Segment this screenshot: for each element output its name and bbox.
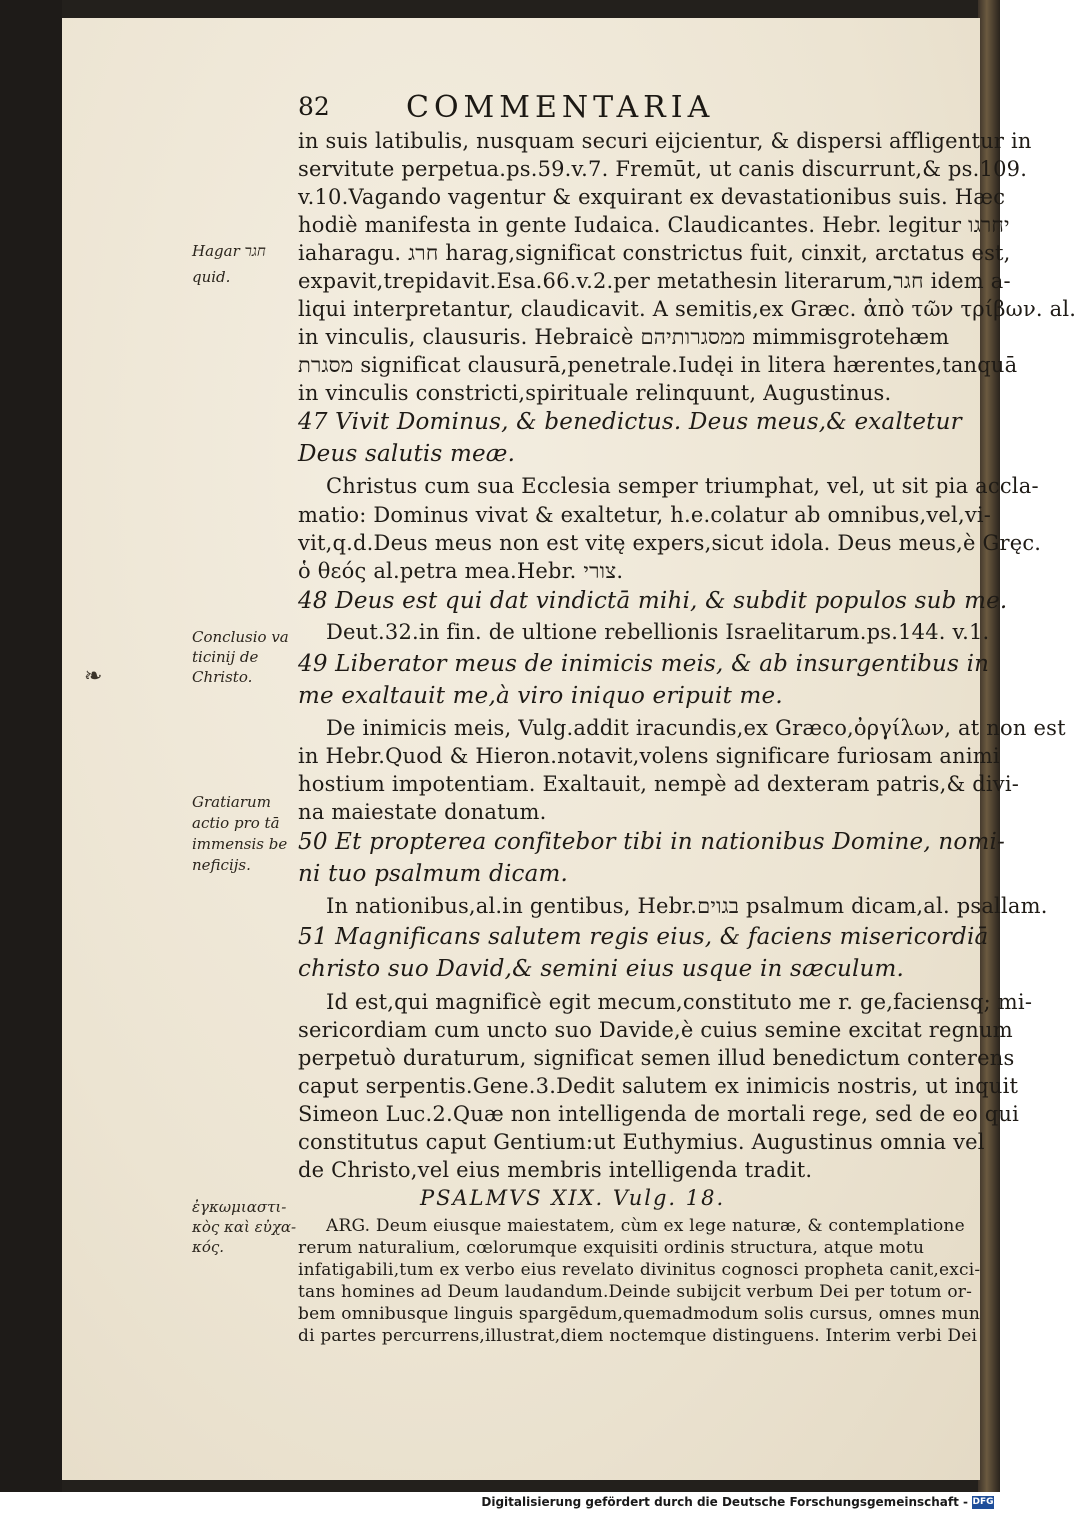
margin-note: ticinij de [192,648,259,666]
binding-shadow [0,0,62,1492]
text-line: Deut.32.in fin. de ultione rebellionis Israelitarum.ps.144. v.1. [326,620,990,644]
text-line: In nationibus,al.in gentibus, Hebr.בגוים psalmum dicam,al. psallam. [326,894,1048,918]
text-line: in vinculis constricti,spirituale relinquunt, Augustinus. [298,381,892,405]
verse-line: me exaltauit me,à viro iniquo eripuit me. [298,683,783,709]
text-line: in suis latibulis, nusquam securi eijcientur, & dispersi affligentur in [298,129,1032,153]
text-line: constitutus caput Gentium:ut Euthymius. Augustinus omnia vel [298,1130,985,1154]
text-line: hodiè manifesta in gente Iudaica. Claudicantes. Hebr. legitur יחרגו [298,213,1010,237]
margin-note: Gratiarum [192,793,271,811]
text-line: vit,q.d.Deus meus non est vitę expers,sicut idola. Deus meus,è Gręc. [298,531,1042,555]
fleuron-ornament: ❧ [84,664,103,689]
text-line: servitute perpetua.ps.59.v.7. Fremūt, ut canis discurrunt,& ps.109. [298,157,1028,181]
text-line: in vinculis, clausuris. Hebraicè ממסגרותיהם mimmisgrotehæm [298,325,950,349]
verse-line: 48 Deus est qui dat vindictā mihi, & subdit populos sub me. [298,588,1008,614]
text-line: matio: Dominus vivat & exaltetur, h.e.colatur ab omnibus,vel,vi- [298,503,992,527]
funding-credit: Digitalisierung gefördert durch die Deutsche Forschungsgemeinschaft - [481,1495,968,1509]
argument-line: bem omnibusque linguis spargēdum,quemadmodum solis cursus, omnes mun [298,1304,981,1324]
margin-note: Conclusio va [192,628,289,646]
verse-line: 49 Liberator meus de inimicis meis, & ab insurgentibus in [298,651,990,677]
margin-note: κὸς καὶ εὐχα- [192,1218,297,1236]
text-line: expavit,trepidavit.Esa.66.v.2.per metathesin literarum,חגר idem a- [298,269,1011,293]
text-line: Simeon Luc.2.Quæ non intelligenda de mortali rege, sed de eo qui [298,1102,1020,1126]
psalm-heading: PSALMVS XIX. Vulg. 18. [420,1186,726,1210]
text-line: na maiestate donatum. [298,800,547,824]
verse-line: christo suo David,& semini eius usque in sæculum. [298,956,905,982]
margin-note: neficijs. [192,856,251,874]
verse-line: 47 Vivit Dominus, & benedictus. Deus meus,& exaltetur [298,409,962,435]
argument-line: infatigabili,tum ex verbo eius revelato divinitus cognosci propheta canit,exci- [298,1260,981,1280]
text-line: perpetuò duraturum, significat semen illud benedictum conterens [298,1046,1015,1070]
margin-note: κός. [192,1238,225,1256]
running-head: COMMENTARIA [406,90,715,125]
argument-line: di partes percurrens,illustrat,diem noctemque distinguens. Interim verbi Dei [298,1326,978,1346]
argument-line: tans homines ad Deum laudandum.Deinde subijcit verbum Dei per totum or- [298,1282,973,1302]
text-line: v.10.Vagando vagentur & exquirant ex devastationibus suis. Hæc [298,185,1006,209]
margin-note: immensis be [192,835,288,853]
margin-note: actio pro tā [192,814,280,832]
margin-note: Christo. [192,668,253,686]
text-line: De inimicis meis, Vulg.addit iracundis,ex Græco,ὀργίλων, at non est [326,716,1066,740]
margin-note: ἐγκωμιαστι- [192,1198,287,1216]
footer-bar [0,1492,1000,1514]
dfg-logo[interactable]: DFG [972,1497,994,1507]
verse-line: ni tuo psalmum dicam. [298,861,569,887]
text-line: de Christo,vel eius membris intelligenda tradit. [298,1158,813,1182]
text-line: hostium impotentiam. Exaltauit, nempè ad dexteram patris,& divi- [298,772,1020,796]
margin-note: Hagar חגר [192,242,266,260]
margin-note: quid. [192,268,231,286]
text-line: Id est,qui magnificè egit mecum,constituto me r. ge,faciensq; mi- [326,990,1033,1014]
verse-line: Deus salutis meæ. [298,441,516,467]
argument-line: ARG. Deum eiusque maiestatem, cùm ex lege naturæ, & contemplatione [326,1216,965,1236]
text-line: in Hebr.Quod & Hieron.notavit,volens significare furiosam animi [298,744,1000,768]
page-number: 82 [298,92,330,121]
text-line: caput serpentis.Gene.3.Dedit salutem ex inimicis nostris, ut inquit [298,1074,1019,1098]
page-header [298,92,958,124]
text-line: Christus cum sua Ecclesia semper triumphat, vel, ut sit pia accla- [326,474,1039,498]
verse-line: 50 Et propterea confitebor tibi in nationibus Domine, nomi- [298,829,1005,855]
text-line: iaharagu. חרג harag,significat constrictus fuit, cinxit, arctatus est, [298,241,1011,265]
text-line: מסגרת significat clausurā,penetrale.Iudęi in litera hærentes,tanquā [298,353,1018,377]
text-line: ὁ θεός al.petra mea.Hebr. צורי. [298,559,624,583]
text-line: liqui interpretantur, claudicavit. A semitis,ex Græc. ἀπὸ τῶν τρίβων. al. [298,297,1076,321]
verse-line: 51 Magnificans salutem regis eius, & faciens misericordiā [298,924,989,950]
text-line: sericordiam cum uncto suo Davide,è cuius semine excitat regnum [298,1018,1013,1042]
argument-line: rerum naturalium, cœlorumque exquisiti ordinis structura, atque motu [298,1238,925,1258]
